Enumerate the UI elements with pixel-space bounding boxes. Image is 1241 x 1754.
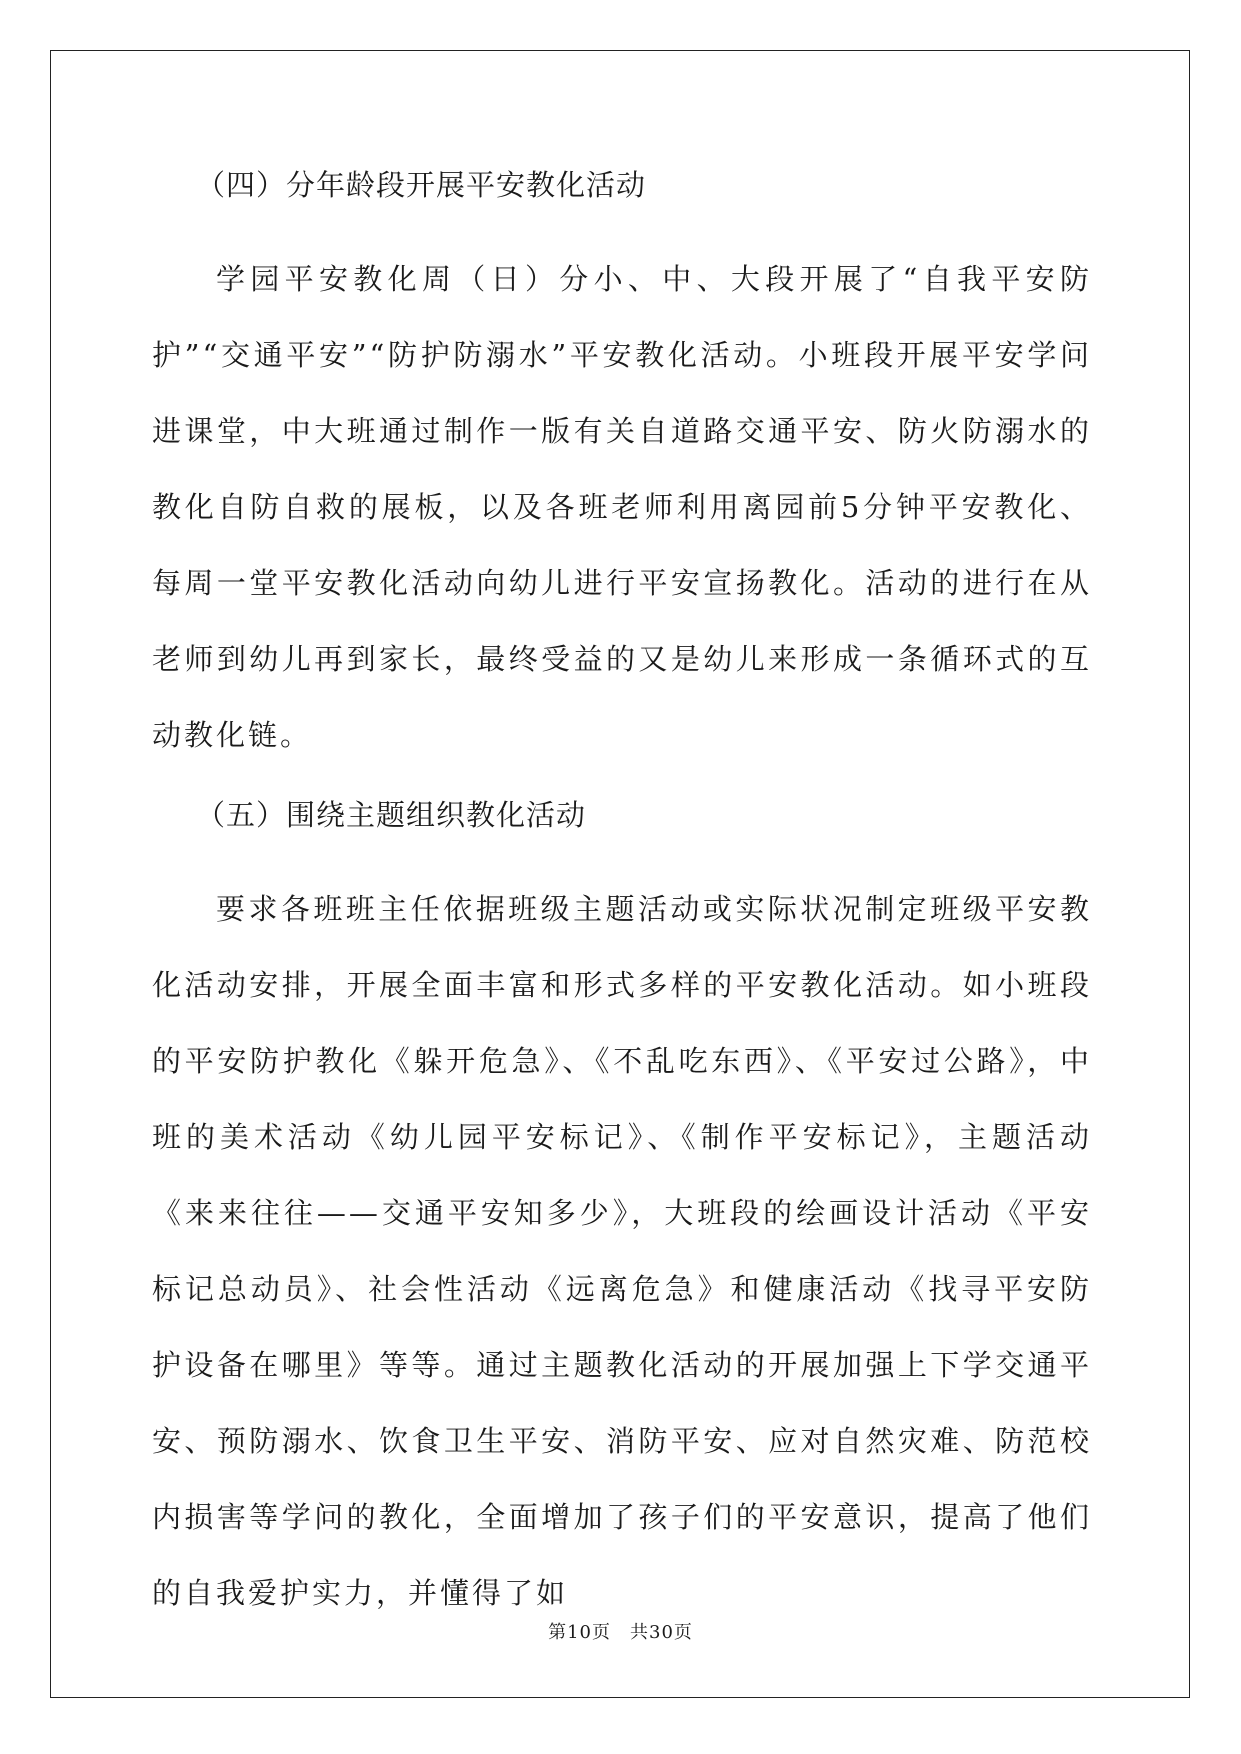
section-heading-4: （四）分年龄段开展平安教化活动 [196, 168, 647, 202]
section-heading-5: （五）围绕主题组织教化活动 [196, 798, 587, 832]
section-paragraph-5: 要求各班班主任依据班级主题活动或实际状况制定班级平安教化活动安排，开展全面丰富和形式多样的平安教化活动。如小班段的平安防护教化《躲开危急》、《不乱吃东西》、《平安过公路》，中班的美术活动《幼儿园平安标记》、《制作平安标记》，主题活动《来来往往——交通平安知多少》，大班段的绘画设计活动《平安标记总动员》、社会性活动《远离危急》和健康活动《找寻平安防护设备在哪里》等等。通过主题教化活动的开展加强上下学交通平安、预防溺水、饮食卫生平安、消防平安、应对自然灾难、防范校内损害等学问的教化，全面增加了孩子们的平安意识，提高了他们的自我爱护实力，并懂得了如 [152, 892, 1092, 1610]
section-paragraph-4: 学园平安教化周（日）分小、中、大段开展了“自我平安防护”“交通平安”“防护防溺水”平安教化活动。小班段开展平安学问进课堂，中大班通过制作一版有关自道路交通平安、防火防溺水的教化自防自救的展板，以及各班老师利用离园前5分钟平安教化、每周一堂平安教化活动向幼儿进行平安宣扬教化。活动的进行在从老师到幼儿再到家长，最终受益的又是幼儿来形成一条循环式的互动教化链。 [152, 262, 1092, 752]
document-body [152, 165, 1092, 1667]
page-number-footer: 第10页 共30页 [548, 1622, 693, 1643]
